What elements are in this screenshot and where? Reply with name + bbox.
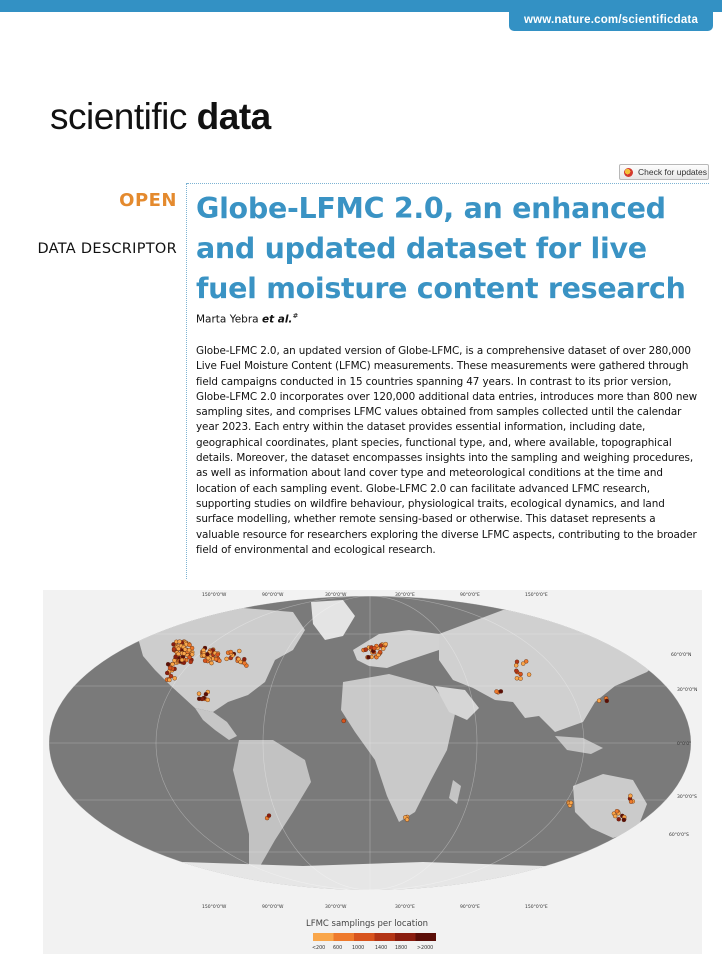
sampling-point [495, 690, 499, 694]
sampling-point [615, 809, 619, 813]
sampling-point [172, 647, 176, 651]
legend-tick-6: >2000 [417, 946, 434, 951]
legend-tick-3: 1000 [352, 946, 365, 951]
sampling-point [180, 658, 184, 662]
sampling-point [204, 692, 208, 696]
legend-swatch [416, 933, 437, 941]
legend-swatch [334, 933, 355, 941]
lon-label-top-4: 30°0'0"E [395, 593, 415, 598]
sampling-point [499, 689, 503, 693]
sampling-point [182, 652, 186, 656]
world-map-svg [43, 590, 702, 954]
lon-label-top-1: 150°0'0"W [202, 593, 227, 598]
legend-tick-2: 600 [333, 946, 343, 951]
sampling-point [622, 818, 626, 822]
sampling-point [229, 650, 233, 654]
sampling-point [378, 650, 382, 654]
article-type-label: DATA DESCRIPTOR [37, 241, 177, 257]
legend-tick-4: 1400 [375, 946, 388, 951]
sampling-point [205, 652, 209, 656]
sampling-point [381, 647, 385, 651]
legend-swatch [395, 933, 416, 941]
sampling-point [605, 699, 609, 703]
legend-ticks [312, 945, 433, 951]
sampling-point [173, 676, 177, 680]
sampling-point [569, 801, 573, 805]
lon-label-bottom-3: 30°0'0"W [325, 905, 347, 910]
sampling-point [597, 699, 601, 703]
sampling-point [206, 656, 210, 660]
check-for-updates-button[interactable] [619, 164, 709, 180]
sampling-point [178, 640, 182, 644]
sampling-point [242, 661, 246, 665]
check-for-updates-label: Check for updates [638, 167, 707, 177]
sampling-point [177, 647, 181, 651]
sampling-point [237, 649, 241, 653]
sampling-point [519, 672, 523, 676]
sampling-point [405, 818, 409, 822]
sampling-point [514, 669, 518, 673]
sampling-point [521, 662, 525, 666]
sampling-point [628, 794, 632, 798]
sampling-point [629, 832, 633, 836]
sampling-point [187, 648, 191, 652]
journal-url[interactable]: www.nature.com/scientificdata [509, 10, 713, 31]
legend-swatch [354, 933, 375, 941]
sampling-point [527, 673, 531, 677]
sampling-point [617, 817, 621, 821]
legend-title: LFMC samplings per location [305, 919, 429, 929]
sampling-point [171, 662, 175, 666]
sampling-point [183, 648, 187, 652]
sampling-point [242, 657, 246, 661]
journal-logo-bold: data [196, 96, 271, 137]
crossmark-icon [624, 168, 633, 177]
sampling-point [629, 800, 633, 804]
sampling-point [189, 660, 193, 664]
legend-tick-1: <200 [312, 946, 326, 951]
sampling-point [188, 655, 192, 659]
header-divider [187, 183, 709, 184]
sampling-point [384, 642, 388, 646]
lon-label-bottom-4: 30°0'0"E [395, 905, 415, 910]
legend-colorbar [313, 933, 436, 941]
author-note-mark: # [292, 312, 299, 320]
sampling-point [626, 835, 630, 839]
sampling-point [167, 678, 171, 682]
sampling-point [519, 677, 523, 681]
sampling-point [210, 661, 214, 665]
sampling-point [613, 814, 617, 818]
sampling-point [197, 697, 201, 701]
sampling-point [216, 653, 220, 657]
sampling-point [168, 666, 172, 670]
sampling-point [217, 659, 221, 663]
sampling-point [165, 671, 169, 675]
lon-label-bottom-1: 150°0'0"W [202, 905, 227, 910]
lat-label-4: 30°0'0"S [677, 795, 697, 800]
sampling-point [515, 676, 519, 680]
sampling-point [514, 663, 518, 667]
author-name: Marta Yebra [196, 313, 259, 326]
lon-label-top-5: 90°0'0"E [460, 593, 480, 598]
journal-logo[interactable] [50, 96, 271, 138]
lon-label-top-3: 30°0'0"W [325, 593, 347, 598]
sampling-point [188, 643, 192, 647]
new-zealand [663, 836, 675, 854]
article-title: Globe-LFMC 2.0, an enhanced and updated dataset for live fuel moisture content research [196, 192, 686, 305]
lat-label-3: 0°0'0" [677, 742, 692, 747]
author-etal: et al. [261, 313, 293, 326]
sampling-point [206, 698, 210, 702]
lon-label-bottom-2: 90°0'0"W [262, 905, 284, 910]
antarctica [83, 862, 663, 900]
lon-label-top-6: 150°0'0"E [525, 593, 548, 598]
sampling-point [625, 835, 629, 839]
legend-swatch [375, 933, 396, 941]
sampling-point [342, 719, 346, 723]
lon-label-top-2: 90°0'0"W [262, 593, 284, 598]
lon-label-bottom-5: 90°0'0"E [460, 905, 480, 910]
sampling-point [166, 662, 170, 666]
journal-logo-light: scientific [50, 96, 187, 137]
sampling-point [364, 648, 368, 652]
lat-label-1: 60°0'0"N [671, 653, 692, 658]
sampling-point [169, 674, 173, 678]
sampling-point [267, 814, 271, 818]
sampling-point [372, 646, 376, 650]
sampling-point [367, 655, 371, 659]
legend-tick-5: 1800 [395, 946, 408, 951]
sampling-point [515, 660, 519, 664]
sampling-point [225, 657, 229, 661]
open-access-label: OPEN [119, 190, 177, 211]
lat-label-5: 60°0'0"S [669, 833, 689, 838]
abstract-text: Globe-LFMC 2.0, an updated version of Globe-LFMC, is a comprehensive dataset of over 280,000 Live Fuel Moisture Content (LFMC) measurements. These measurements were gathered through field campaigns conducted in 15 countries spanning 47 years. In contrast to its prior version, Globe-LFMC 2.0 incorporates over 120,000 additional data entries, introduces more than 800 new sampling sites, and comprises LFMC values obtained from samples collected until the calendar year 2023. Each entry within the dataset provides essential information, including date, geographical coordinates, plant species, functional type, and, where available, topographical details. Moreover, the dataset encompasses insights into the sampling and weighing procedures, as well as information about land cover type and meteorological conditions at the time and location of each sampling event. Globe-LFMC 2.0 can facilitate advanced LFMC research, supporting studies on wildfire behaviour, physiological traits, ecological dynamics, and land surface modelling, whether remote sensing-based or otherwise. This dataset represents a valuable resource for researchers exploring the diverse LFMC aspects, contributing to the broader field of environmental and ecological research. [196, 345, 698, 556]
author-line[interactable] [196, 312, 298, 326]
column-divider [186, 183, 187, 579]
lat-label-2: 30°0'0"N [677, 688, 698, 693]
lon-label-bottom-6: 150°0'0"E [525, 905, 548, 910]
figure-map [43, 590, 702, 954]
sampling-point [177, 652, 181, 656]
sampling-point [239, 660, 243, 664]
legend-swatch [313, 933, 334, 941]
sampling-point [197, 692, 201, 696]
